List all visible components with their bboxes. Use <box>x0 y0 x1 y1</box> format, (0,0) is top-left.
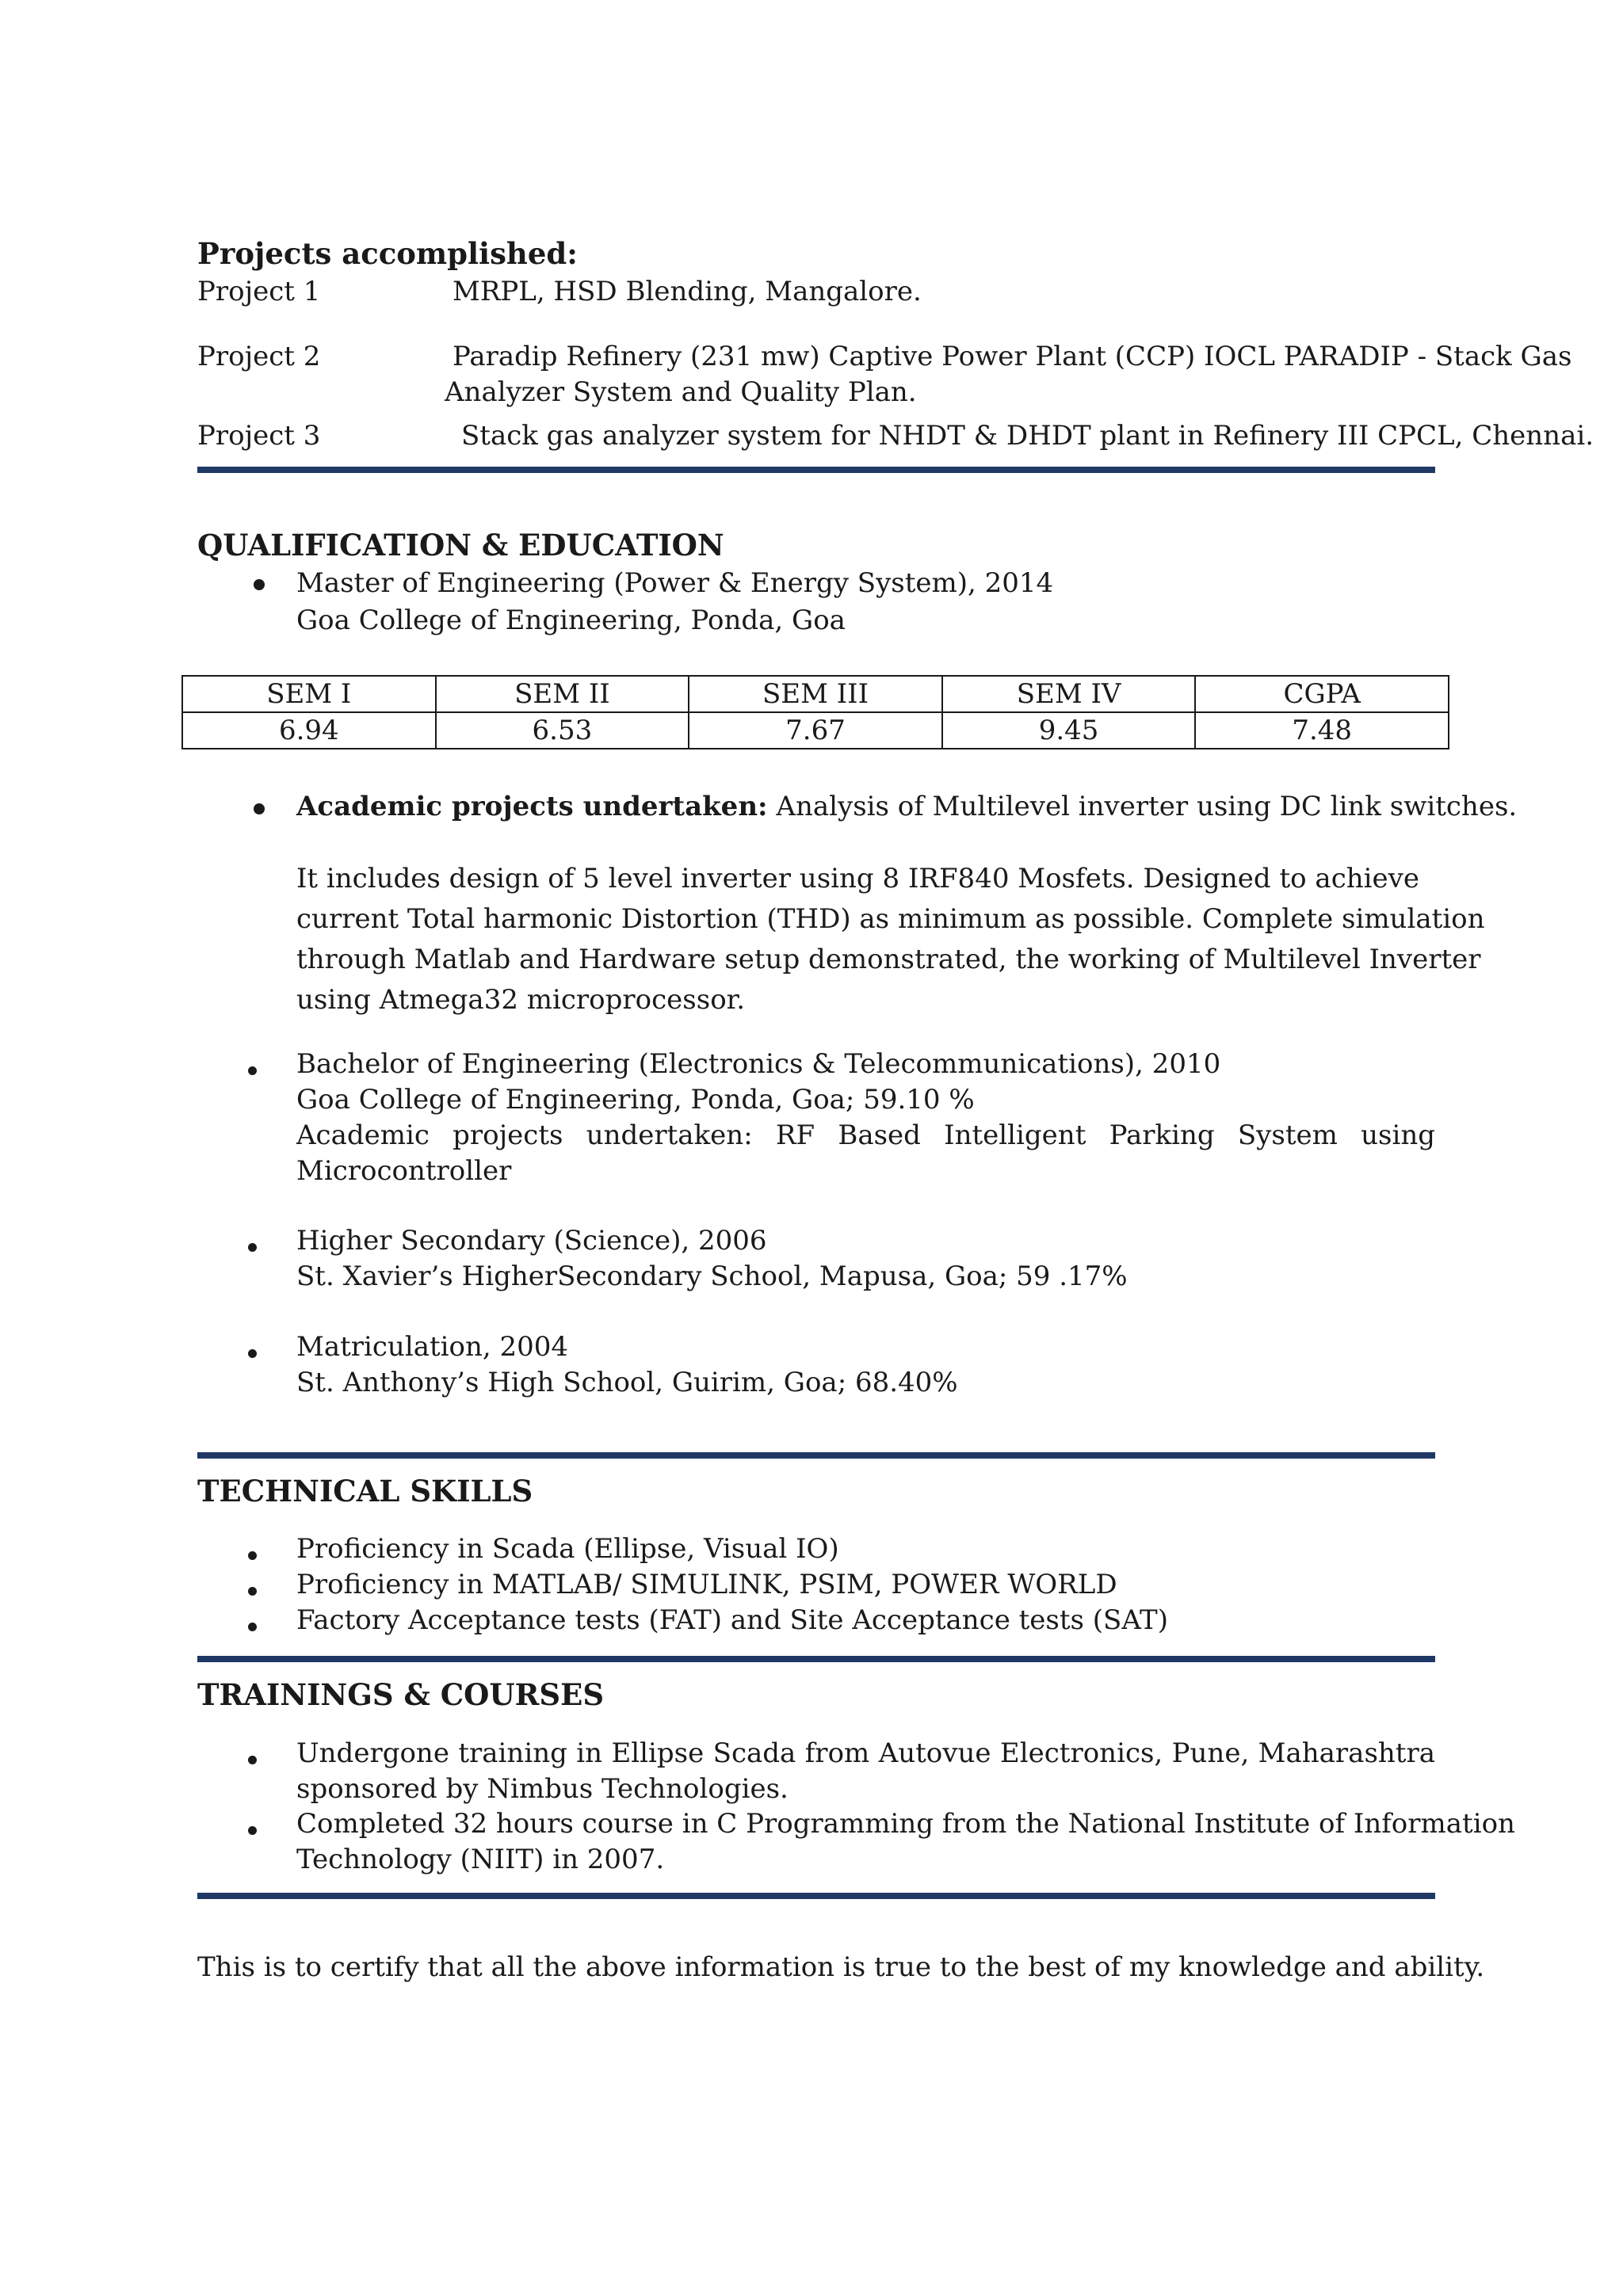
table-header-cell: SEM III <box>689 676 942 712</box>
project-2-text: Paradip Refinery (231 mw) Captive Power Plant (CCP) IOCL PARADIP - Stack Gas <box>453 341 1572 372</box>
table-header-cell: SEM II <box>436 676 689 712</box>
project-2-label: Project 2 <box>197 341 321 372</box>
table-cell: 7.48 <box>1195 712 1449 749</box>
trainings-heading: TRAININGS & COURSES <box>197 1677 605 1712</box>
description-line: It includes design of 5 level inverter using 8 IRF840 Mosfets. Designed to achieve <box>296 863 1419 894</box>
bachelors-degree: Bachelor of Engineering (Electronics & Telecommunications), 2010 <box>296 1048 1221 1080</box>
academic-project-line <box>296 791 1517 822</box>
project-3-label: Project 3 <box>197 420 321 452</box>
project-1-label: Project 1 <box>197 276 321 307</box>
skill-item: Proficiency in MATLAB/ SIMULINK, PSIM, POWER WORLD <box>296 1569 1117 1600</box>
table-header-row <box>182 676 1449 712</box>
bachelors-college: Goa College of Engineering, Ponda, Goa; 59.10 % <box>296 1084 975 1116</box>
table-cell: 7.67 <box>689 712 942 749</box>
training-item-1-cont: sponsored by Nimbus Technologies. <box>296 1773 789 1805</box>
bullet-icon <box>248 1243 257 1252</box>
table-header-cell: SEM I <box>182 676 436 712</box>
semester-grades-table <box>181 675 1449 749</box>
bullet-icon <box>248 1349 257 1358</box>
project-1-text: MRPL, HSD Blending, Mangalore. <box>453 276 922 307</box>
masters-college: Goa College of Engineering, Ponda, Goa <box>296 605 846 636</box>
table-cell: 9.45 <box>942 712 1196 749</box>
masters-degree: Master of Engineering (Power & Energy System), 2014 <box>296 567 1054 599</box>
bachelors-project-cont: Microcontroller <box>296 1155 512 1187</box>
section-divider <box>197 1656 1435 1662</box>
skills-heading: TECHNICAL SKILLS <box>197 1474 533 1508</box>
declaration: This is to certify that all the above information is true to the best of my knowledge and ability. <box>197 1951 1485 1983</box>
table-cell: 6.53 <box>436 712 689 749</box>
project-3-text: Stack gas analyzer system for NHDT & DHDT plant in Refinery III CPCL, Chennai. <box>461 420 1594 452</box>
projects-heading: Projects accomplished: <box>197 236 578 271</box>
bullet-icon <box>254 803 265 814</box>
academic-project-label: Academic projects undertaken: <box>296 791 768 822</box>
section-divider <box>197 467 1435 473</box>
description-line: using Atmega32 microprocessor. <box>296 984 745 1016</box>
matriculation-school: St. Anthony’s High School, Guirim, Goa; 68.40% <box>296 1367 958 1398</box>
higher-secondary-school: St. Xavier’s HigherSecondary School, Mapusa, Goa; 59 .17% <box>296 1261 1128 1292</box>
section-divider <box>197 1452 1435 1459</box>
description-line: current Total harmonic Distortion (THD) as minimum as possible. Complete simulation <box>296 903 1485 935</box>
bullet-icon <box>248 1587 257 1596</box>
training-item-2-cont: Technology (NIIT) in 2007. <box>296 1844 665 1875</box>
bullet-icon <box>254 579 265 590</box>
project-2-text-cont: Analyzer System and Quality Plan. <box>445 376 917 408</box>
training-item-1: Undergone training in Ellipse Scada from Autovue Electronics, Pune, Maharashtra <box>296 1737 1435 1769</box>
bullet-icon <box>248 1066 257 1075</box>
academic-project-description <box>296 859 1485 1020</box>
skill-item: Factory Acceptance tests (FAT) and Site Acceptance tests (SAT) <box>296 1604 1168 1636</box>
matriculation: Matriculation, 2004 <box>296 1331 569 1363</box>
description-line: through Matlab and Hardware setup demonstrated, the working of Multilevel Inverter <box>296 944 1481 975</box>
bullet-icon <box>248 1756 257 1764</box>
section-divider <box>197 1893 1435 1899</box>
bachelors-project-label: Academic projects undertaken: <box>296 1119 753 1151</box>
bullet-icon <box>248 1826 257 1835</box>
bullet-icon <box>248 1551 257 1560</box>
table-header-cell: SEM IV <box>942 676 1196 712</box>
higher-secondary: Higher Secondary (Science), 2006 <box>296 1225 767 1257</box>
bullet-icon <box>248 1623 257 1631</box>
education-heading: QUALIFICATION & EDUCATION <box>197 528 724 563</box>
table-header-cell: CGPA <box>1195 676 1449 712</box>
academic-project-title: Analysis of Multilevel inverter using DC link switches. <box>767 791 1518 822</box>
table-row <box>182 712 1449 749</box>
training-item-2: Completed 32 hours course in C Programming from the National Institute of Information <box>296 1808 1515 1840</box>
skill-item: Proficiency in Scada (Ellipse, Visual IO) <box>296 1533 839 1565</box>
bachelors-project <box>296 1119 1435 1151</box>
table-cell: 6.94 <box>182 712 436 749</box>
bachelors-project-text: RF Based Intelligent Parking System using <box>775 1119 1435 1151</box>
